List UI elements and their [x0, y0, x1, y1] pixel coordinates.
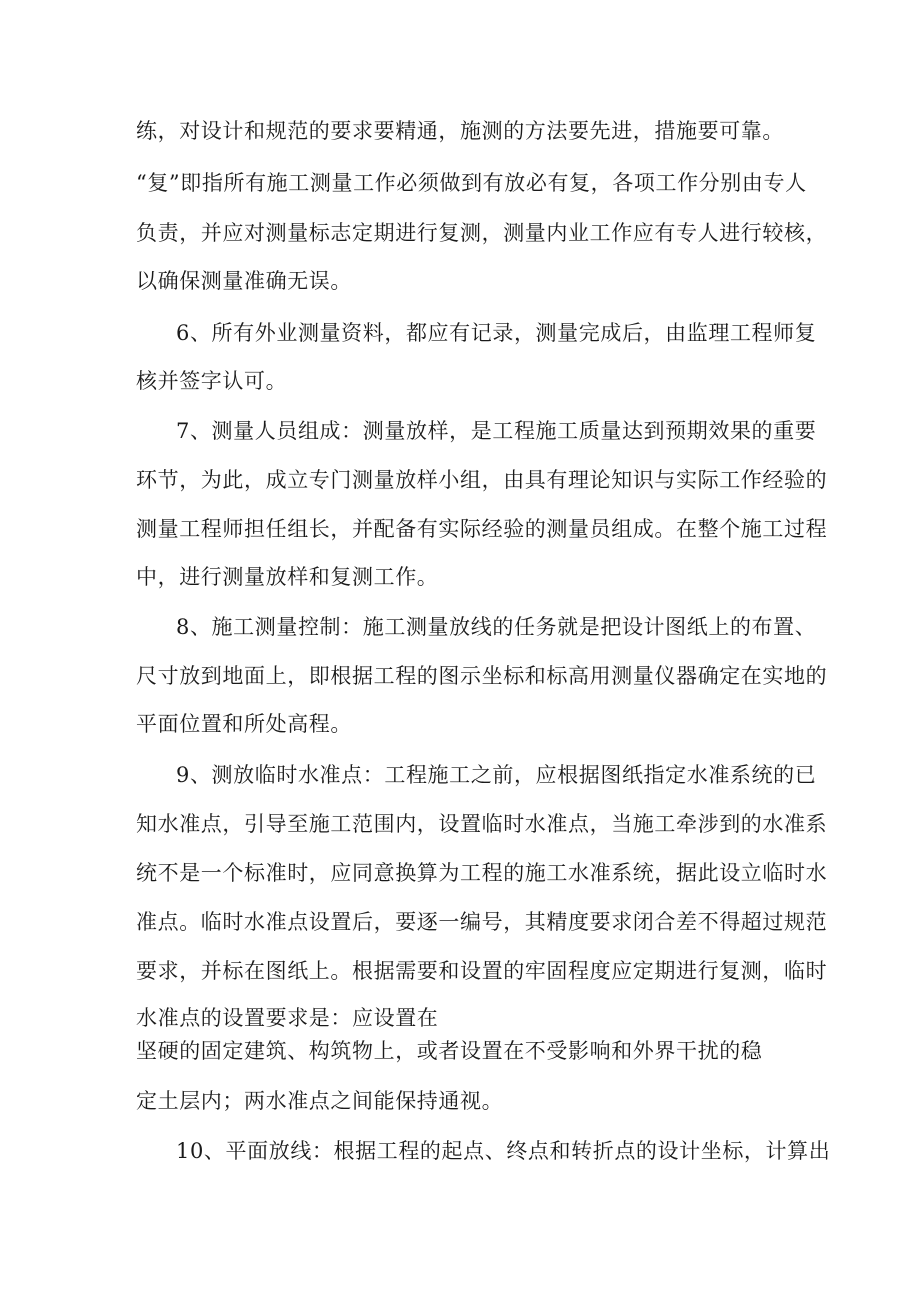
text-line: 要求，并标在图纸上。根据需要和设置的牢固程度应定期进行复测，临时 [136, 959, 828, 983]
text-line: 尺寸放到地面上，即根据工程的图示坐标和标高用测量仪器确定在实地的 [136, 664, 828, 688]
text-line: 练，对设计和规范的要求要精通，施测的方法要先进，措施要可靠。 [136, 119, 784, 143]
text-line: 统不是一个标准时，应同意换算为工程的施工水准系统，据此设立临时水 [136, 861, 828, 885]
text-line: 坚硬的固定建筑、构筑物上，或者设置在不受影响和外界干扰的稳 [136, 1039, 763, 1063]
text-line: 定土层内；两水准点之间能保持通视。 [136, 1089, 504, 1113]
text-line: 中，进行测量放样和复测工作。 [136, 565, 439, 589]
text-line: 负责，并应对测量标志定期进行复测，测量内业工作应有专人进行较核， [136, 221, 828, 245]
text-line: 环节，为此，成立专门测量放样小组，由具有理论知识与实际工作经验的 [136, 468, 828, 492]
text-line: 水准点的设置要求是：应设置在 [136, 1006, 439, 1030]
paragraph-9-line: 9、测放临时水准点：工程施工之前，应根据图纸指定水准系统的已 [176, 763, 817, 787]
paragraph-10-line: 10、平面放线：根据工程的起点、终点和转折点的设计坐标，计算出 [176, 1139, 831, 1163]
paragraph-7-line: 7、测量人员组成：测量放样，是工程施工质量达到预期效果的重要 [176, 419, 817, 443]
text-line: 以确保测量准确无误。 [136, 269, 352, 293]
text-line: 测量工程师担任组长，并配备有实际经验的测量员组成。在整个施工过程 [136, 517, 828, 541]
paragraph-6-line: 6、所有外业测量资料，都应有记录，测量完成后，由监理工程师复 [176, 321, 817, 345]
text-line: “复”即指所有施工测量工作必须做到有放必有复，各项工作分别由专人 [136, 171, 807, 195]
text-line: 平面位置和所处高程。 [136, 712, 352, 736]
text-line: 知水准点，引导至施工范围内，设置临时水准点，当施工牵涉到的水准系 [136, 812, 828, 836]
text-line: 核并签字认可。 [136, 369, 288, 393]
text-line: 准点。临时水准点设置后，要逐一编号，其精度要求闭合差不得超过规范 [136, 910, 828, 934]
paragraph-8-line: 8、施工测量控制：施工测量放线的任务就是把设计图纸上的布置、 [176, 615, 817, 639]
